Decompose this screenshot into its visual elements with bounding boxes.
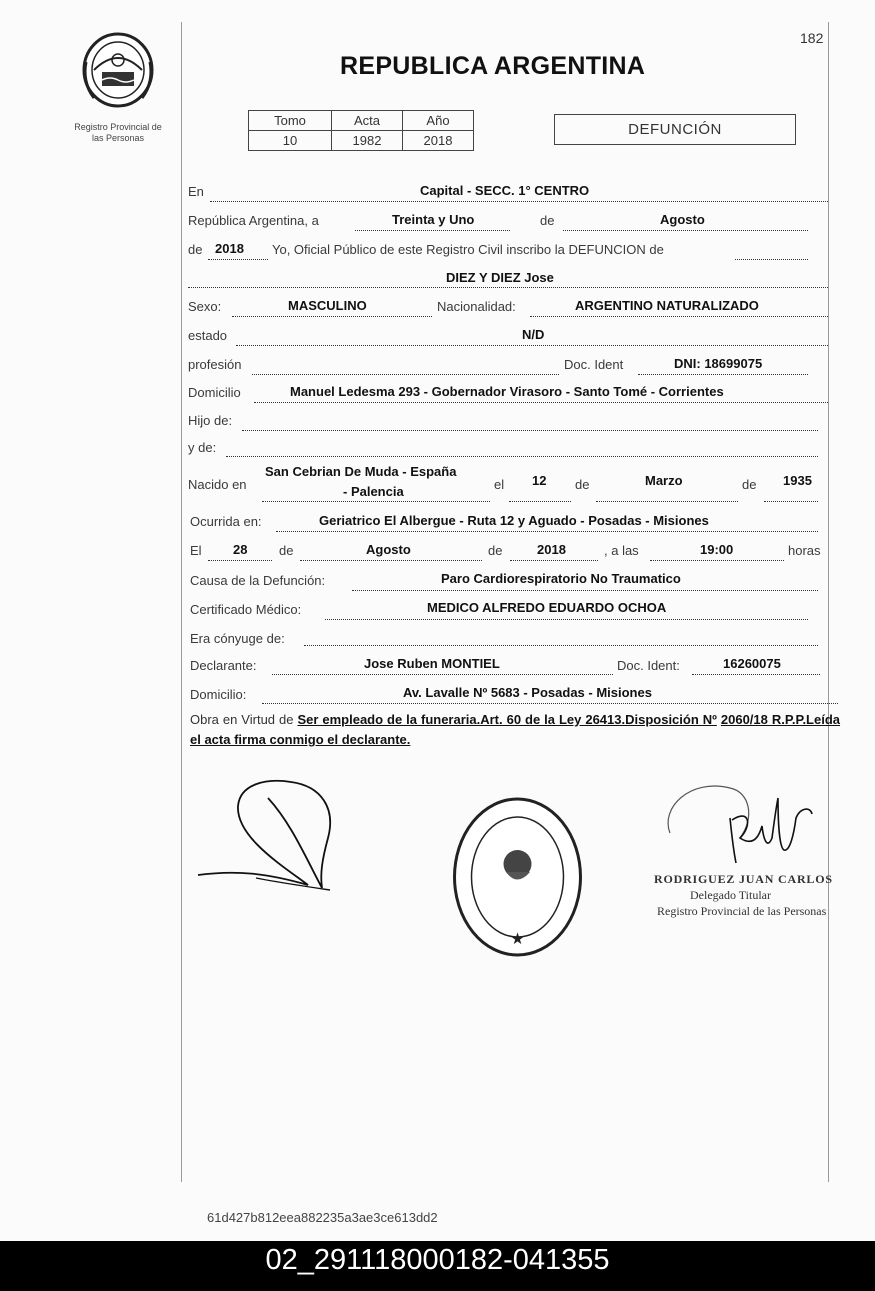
dots-anio: [208, 259, 268, 260]
declarant-signature: [196, 778, 346, 893]
document-type-box: DEFUNCIÓN: [554, 114, 796, 145]
label-declarante: Declarante:: [190, 658, 257, 673]
label-horas: horas: [788, 543, 821, 558]
value-doc: DNI: 18699075: [674, 356, 763, 371]
dots-domicilio: [254, 402, 828, 403]
dots-causa: [352, 590, 818, 591]
tomo-header: Tomo: [249, 111, 332, 131]
label-causa: Causa de la Defunción:: [190, 573, 326, 588]
dots-nac-mes: [596, 501, 738, 502]
right-margin-line: [828, 22, 829, 1182]
label-domicilio-2: Domicilio:: [190, 687, 247, 702]
dots-conyuge: [304, 645, 818, 646]
logo-caption-line-1: Registro Provincial de: [74, 122, 162, 132]
label-profesion: profesión: [188, 357, 242, 372]
acta-value: 1982: [332, 131, 403, 151]
official-stamp: [450, 792, 585, 962]
value-estado: N/D: [522, 327, 545, 342]
province-logo: [80, 32, 156, 108]
tomo-acta-table: [248, 110, 474, 151]
value-obra-1: Ser empleado de la funeraria.Art. 60 de la Ley 26413.Disposición Nº: [297, 712, 717, 727]
label-yo: Yo, Oficial Público de este Registro Civil inscribo la DEFUNCION de: [272, 242, 664, 257]
value-nombre: DIEZ Y DIEZ Jose: [446, 270, 554, 285]
dots-dia: [355, 230, 510, 231]
official-name: RODRIGUEZ JUAN CARLOS: [654, 872, 833, 886]
label-certificado: Certificado Médico:: [190, 602, 302, 617]
label-estado: estado: [188, 328, 228, 343]
label-el: el: [494, 477, 505, 492]
dots-def-mes: [300, 560, 482, 561]
label-nacionalidad: Nacionalidad:: [437, 299, 516, 314]
dots-declarante-doc: [692, 674, 820, 675]
label-republica: República Argentina, a: [188, 213, 319, 228]
value-mes: Agosto: [660, 212, 705, 227]
dots-hijo-de: [242, 430, 818, 431]
dots-y-de: [226, 456, 818, 457]
value-obra-2: 2060/18 R.P.P.Leída el acta firma conmigo el declarante.: [190, 712, 841, 747]
value-nac-dia: 12: [532, 473, 547, 488]
dots-en: [210, 201, 828, 202]
dots-profesion: [252, 374, 559, 375]
label-sexo: Sexo:: [188, 299, 222, 314]
logo-caption-line-2: las Personas: [91, 133, 145, 143]
label-a-las: , a las: [604, 543, 639, 558]
value-domicilio: Manuel Ledesma 293 - Gobernador Virasoro - Santo Tomé - Corrientes: [290, 384, 724, 399]
label-domicilio: Domicilio: [188, 385, 241, 400]
label-nac-de-2: de: [742, 477, 757, 492]
tomo-value: 10: [249, 131, 332, 151]
label-hijo-de: Hijo de:: [188, 413, 233, 428]
dots-nac-anio: [764, 501, 818, 502]
page-title: REPUBLICA ARGENTINA: [340, 52, 646, 80]
value-lugar: Capital - SECC. 1° CENTRO: [420, 183, 590, 198]
svg-text:★: [511, 961, 524, 962]
official-signature: [660, 778, 820, 870]
value-causa: Paro Cardiorespiratorio No Traumatico: [441, 571, 681, 586]
value-dia-letras: Treinta y Uno: [392, 212, 475, 227]
dots-doc: [638, 374, 808, 375]
dots-domicilio-2: [262, 703, 838, 704]
anio-header: Año: [403, 111, 474, 131]
value-declarante-doc: 16260075: [723, 656, 781, 671]
page-number: 182: [800, 30, 824, 46]
dots-nac-dia: [509, 501, 571, 502]
obra-paragraph: [190, 710, 840, 750]
dots-ocurrida-en: [276, 531, 818, 532]
document-hash: 61d427b812eea882235a3ae3ce613dd2: [207, 1210, 438, 1225]
dots-def-anio: [510, 560, 598, 561]
dots-declarante: [272, 674, 613, 675]
value-nac-anio: 1935: [783, 473, 812, 488]
acta-header: Acta: [332, 111, 403, 131]
dots-estado: [236, 345, 828, 346]
dots-certificado: [325, 619, 808, 620]
dots-nacionalidad: [530, 316, 828, 317]
svg-text:★: ★: [510, 931, 525, 948]
value-nacido-en-2: - Palencia: [343, 484, 404, 499]
label-en: En: [188, 184, 204, 199]
value-anio: 2018: [215, 241, 244, 256]
official-role: Delegado Titular: [690, 888, 771, 902]
label-y-de: y de:: [188, 440, 217, 455]
label-el-cap: El: [190, 543, 202, 558]
logo-caption: [58, 122, 178, 144]
value-def-hora: 19:00: [700, 542, 734, 557]
official-office: Registro Provincial de las Personas: [657, 904, 827, 918]
label-def-de-1: de: [279, 543, 294, 558]
value-def-mes: Agosto: [366, 542, 411, 557]
value-ocurrida-en: Geriatrico El Albergue - Ruta 12 y Aguado - Posadas - Misiones: [319, 513, 709, 528]
label-def-de-2: de: [488, 543, 503, 558]
label-nacido-en: Nacido en: [188, 477, 247, 492]
dots-sexo: [232, 316, 432, 317]
value-declarante-domicilio: Av. Lavalle Nº 5683 - Posadas - Misiones: [403, 685, 652, 700]
label-de-2: de: [188, 242, 203, 257]
footer-code: 02_291118000182-041355: [0, 1241, 875, 1291]
label-de-1: de: [540, 213, 555, 228]
label-doc-ident-2: Doc. Ident:: [617, 658, 680, 673]
value-def-dia: 28: [233, 542, 248, 557]
label-doc-ident: Doc. Ident: [564, 357, 624, 372]
value-certificado: MEDICO ALFREDO EDUARDO OCHOA: [427, 600, 667, 615]
dots-yo: [735, 259, 808, 260]
value-nac-mes: Marzo: [645, 473, 683, 488]
label-nac-de-1: de: [575, 477, 590, 492]
value-nacionalidad: ARGENTINO NATURALIZADO: [575, 298, 759, 313]
label-conyuge: Era cónyuge de:: [190, 631, 285, 646]
dots-def-dia: [208, 560, 272, 561]
anio-value: 2018: [403, 131, 474, 151]
label-ocurrida-en: Ocurrida en:: [190, 514, 262, 529]
label-obra: Obra en Virtud de: [190, 712, 294, 727]
value-nacido-en-1: San Cebrian De Muda - España: [265, 464, 457, 479]
value-def-anio: 2018: [537, 542, 566, 557]
dots-def-hora: [650, 560, 784, 561]
left-margin-line: [181, 22, 182, 1182]
dots-nombre: [188, 287, 828, 288]
value-sexo: MASCULINO: [288, 298, 367, 313]
dots-mes: [563, 230, 808, 231]
dots-nacido-en: [262, 501, 490, 502]
value-declarante: Jose Ruben MONTIEL: [364, 656, 500, 671]
